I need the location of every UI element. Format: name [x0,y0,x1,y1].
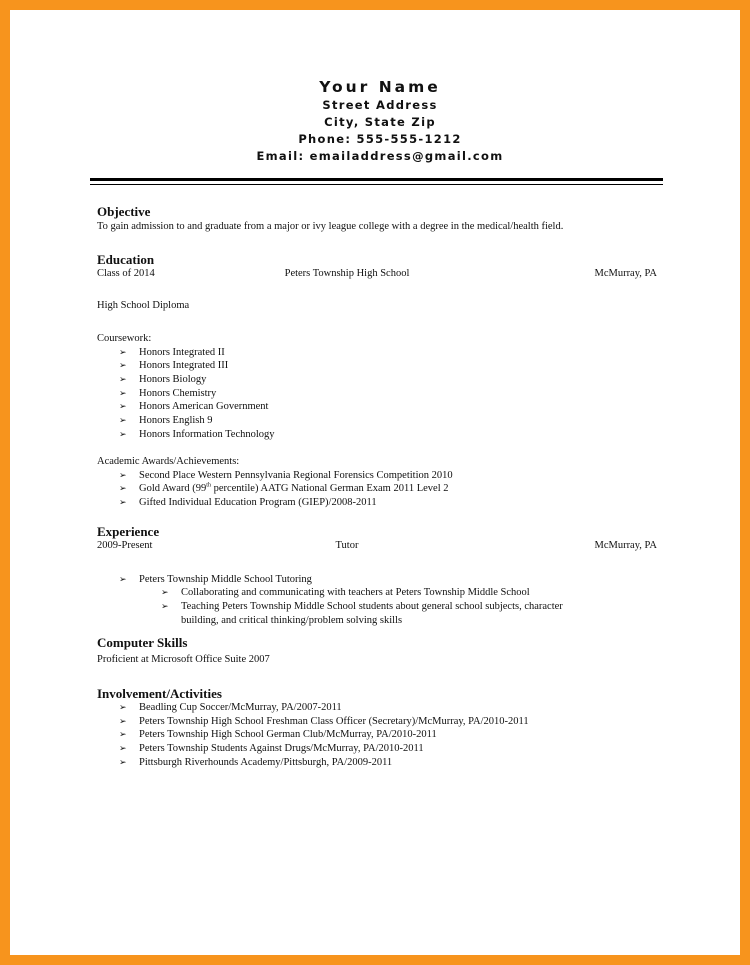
bullet-arrow-icon: ➢ [119,347,127,357]
bullet-arrow-icon: ➢ [119,470,127,480]
bullet-arrow-icon: ➢ [119,702,127,712]
bullet-arrow-icon: ➢ [161,587,169,597]
experience-heading: Experience [97,524,160,539]
header-city: City, State Zip [324,115,436,129]
bullet-arrow-icon: ➢ [119,743,127,753]
list-item: Gifted Individual Education Program (GIEP)/2008-2011 [139,497,377,508]
experience-role: Tutor [335,540,359,551]
list-item: Honors Integrated III [139,360,229,371]
bullet-arrow-icon: ➢ [119,401,127,411]
bullet-arrow-icon: ➢ [119,388,127,398]
list-item: Peters Township High School German Club/McMurray, PA/2010-2011 [139,729,437,740]
education-row [97,268,657,282]
education-class-of: Class of 2014 [97,268,155,279]
education-heading: Education [97,252,155,267]
objective-text: To gain admission to and graduate from a major or ivy league college with a degree in the medical/health field. [97,221,564,232]
header-phone: Phone: 555-555-1212 [298,132,462,146]
education-location: McMurray, PA [594,268,657,279]
bullet-arrow-icon: ➢ [119,415,127,425]
objective-heading: Objective [97,204,151,219]
bullet-arrow-icon: ➢ [119,497,127,507]
experience-item: Peters Township Middle School Tutoring [139,574,312,585]
computer-skills-text: Proficient at Microsoft Office Suite 2007 [97,654,270,665]
education-diploma: High School Diploma [97,300,190,311]
header-email: Email: emailaddress@gmail.com [256,149,504,163]
header-divider-thin [90,184,663,185]
list-item: Honors Information Technology [139,429,275,440]
awards-label: Academic Awards/Achievements: [97,456,240,467]
list-item [139,482,449,496]
bullet-arrow-icon: ➢ [119,716,127,726]
award-2-suffix: percentile) AATG National German Exam 2011 Level 2 [210,483,449,494]
list-item: Honors Integrated II [139,347,225,358]
experience-sub-item-continued: building, and critical thinking/problem solving skills [181,615,403,626]
coursework-label: Coursework: [97,333,152,344]
bullet-arrow-icon: ➢ [119,429,127,439]
header-name: Your Name [319,78,441,96]
experience-row [97,540,657,554]
list-item: Second Place Western Pennsylvania Regional Forensics Competition 2010 [139,470,453,481]
bullet-arrow-icon: ➢ [119,574,127,584]
bullet-arrow-icon: ➢ [119,483,127,493]
list-item: Beadling Cup Soccer/McMurray, PA/2007-2011 [139,702,342,713]
experience-dates: 2009-Present [97,540,153,551]
bullet-arrow-icon: ➢ [119,757,127,767]
bullet-arrow-icon: ➢ [119,729,127,739]
list-item: Peters Township Students Against Drugs/McMurray, PA/2010-2011 [139,743,424,754]
list-item: Honors Biology [139,374,207,385]
bullet-arrow-icon: ➢ [161,601,169,611]
bullet-arrow-icon: ➢ [119,374,127,384]
header-divider-thick [90,178,663,181]
experience-sub-item: Collaborating and communicating with teachers at Peters Township Middle School [181,587,530,598]
involvement-heading: Involvement/Activities [97,686,222,701]
experience-location: McMurray, PA [594,540,657,551]
list-item: Peters Township High School Freshman Class Officer (Secretary)/McMurray, PA/2010-2011 [139,716,529,727]
bullet-arrow-icon: ➢ [119,360,127,370]
education-school: Peters Township High School [284,268,410,279]
computer-skills-heading: Computer Skills [97,635,188,650]
list-item: Honors Chemistry [139,388,217,399]
experience-sub-item: Teaching Peters Township Middle School students about general school subjects, character [181,601,563,612]
award-2-prefix: Gold Award (99 [139,483,207,494]
list-item: Pittsburgh Riverhounds Academy/Pittsburgh, PA/2009-2011 [139,757,393,768]
list-item: Honors American Government [139,401,269,412]
list-item: Honors English 9 [139,415,213,426]
header-street: Street Address [322,98,438,112]
award-2-superscript: th [206,482,211,489]
